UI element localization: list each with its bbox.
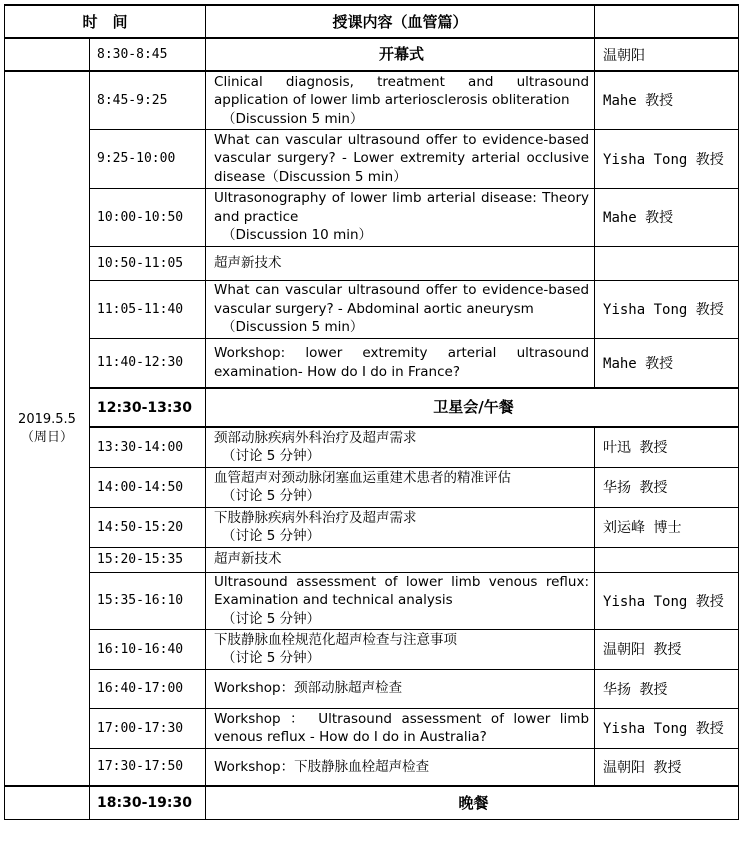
- opening-title: 开幕式: [206, 38, 595, 71]
- session-speaker: 温朝阳 教授: [595, 629, 739, 669]
- topic-note: （讨论 5 分钟）: [222, 610, 321, 627]
- topic-line: 超声新技术: [214, 254, 282, 271]
- header-speaker: [595, 5, 739, 38]
- session-speaker: 叶迅 教授: [595, 427, 739, 467]
- topic-note: （讨论 5 分钟）: [222, 488, 321, 504]
- session-row: [5, 708, 739, 748]
- session-topic: [206, 427, 595, 467]
- topic-note: （讨论 5 分钟）: [222, 448, 321, 465]
- session-speaker: Yisha Tong 教授: [595, 280, 739, 338]
- session-speaker: Mahe 教授: [595, 338, 739, 388]
- session-row: [5, 427, 739, 467]
- topic-note: （讨论 5 分钟）: [222, 528, 321, 544]
- topic-note: （Discussion 10 min）: [222, 227, 373, 244]
- session-time: 13:30-14:00: [90, 427, 206, 467]
- session-row: [5, 572, 739, 629]
- session-topic: [206, 507, 595, 547]
- session-time: 15:35-16:10: [90, 572, 206, 629]
- session-time: 8:45-9:25: [90, 71, 206, 129]
- session-speaker: 华扬 教授: [595, 669, 739, 708]
- session-time: 10:50-11:05: [90, 246, 206, 280]
- topic-line: Ultrasound assessment of lower limb venous reflux: Examination and technical analysis: [214, 573, 590, 609]
- session-row: [5, 71, 739, 129]
- session-topic: [206, 547, 595, 572]
- session-topic: [206, 467, 595, 507]
- schedule-body: [5, 5, 739, 819]
- session-time: 17:30-17:50: [90, 748, 206, 786]
- session-topic: [206, 188, 595, 246]
- session-time: 17:00-17:30: [90, 708, 206, 748]
- lunch-time: 12:30-13:30: [90, 388, 206, 427]
- session-topic: [206, 669, 595, 708]
- topic-line: [214, 487, 589, 506]
- session-row: [5, 507, 739, 547]
- dinner-time: 18:30-19:30: [90, 786, 206, 819]
- topic-line: 下肢静脉疾病外科治疗及超声需求: [214, 509, 417, 526]
- session-time: 14:50-15:20: [90, 507, 206, 547]
- session-topic: [206, 71, 595, 129]
- topic-line: [214, 527, 589, 546]
- session-row: [5, 280, 739, 338]
- session-row: [5, 188, 739, 246]
- session-time: 10:00-10:50: [90, 188, 206, 246]
- topic-line: 颈部动脉疾病外科治疗及超声需求: [214, 429, 417, 446]
- topic-line: [214, 447, 589, 466]
- topic-line: 下肢静脉血栓规范化超声检查与注意事项: [214, 631, 458, 648]
- session-speaker: Yisha Tong 教授: [595, 572, 739, 629]
- session-time: 9:25-10:00: [90, 129, 206, 188]
- session-row: [5, 669, 739, 708]
- date-text: 2019.5.5: [18, 411, 76, 427]
- session-time: 11:05-11:40: [90, 280, 206, 338]
- session-time: 15:20-15:35: [90, 547, 206, 572]
- session-speaker: Mahe 教授: [595, 71, 739, 129]
- date-lines: [5, 411, 89, 447]
- session-topic: [206, 572, 595, 629]
- opening-row: [5, 38, 739, 71]
- topic-line: [214, 649, 589, 668]
- session-speaker: Mahe 教授: [595, 188, 739, 246]
- session-time: 14:00-14:50: [90, 467, 206, 507]
- opening-date-cell: [5, 38, 90, 71]
- topic-line: Workshop: lower extremity arterial ultrasound examination- How do I do in France?: [214, 345, 590, 380]
- session-topic: [206, 280, 595, 338]
- topic-line: Workshop：下肢静脉血栓超声检查: [214, 758, 430, 775]
- session-speaker: 温朝阳 教授: [595, 748, 739, 786]
- session-time: 16:40-17:00: [90, 669, 206, 708]
- header-row: [5, 5, 739, 38]
- session-time: 16:10-16:40: [90, 629, 206, 669]
- topic-line: What can vascular ultrasound offer to evidence-based vascular surgery? - Abdominal aortic aneurysm: [214, 282, 590, 317]
- session-speaker: 华扬 教授: [595, 467, 739, 507]
- topic-line: 超声新技术: [214, 551, 282, 568]
- session-speaker: Yisha Tong 教授: [595, 129, 739, 188]
- topic-line: Workshop ： Ultrasound assessment of lower limb venous reflux - How do I do in Australia?: [214, 710, 590, 745]
- session-row: [5, 338, 739, 388]
- topic-note: （Discussion 5 min）: [222, 319, 364, 336]
- session-row: [5, 467, 739, 507]
- opening-time: 8:30-8:45: [90, 38, 206, 71]
- session-time: 11:40-12:30: [90, 338, 206, 388]
- dinner-row: [5, 786, 739, 819]
- topic-line: Workshop：颈部动脉超声检查: [214, 680, 403, 697]
- topic-note: （讨论 5 分钟）: [222, 650, 321, 666]
- topic-note: （Discussion 5 min）: [222, 110, 364, 127]
- date-cell: [5, 71, 90, 786]
- session-speaker: [595, 246, 739, 280]
- opening-speaker: 温朝阳: [595, 38, 739, 71]
- lunch-row: [5, 388, 739, 427]
- session-topic: [206, 629, 595, 669]
- topic-line: [214, 110, 589, 129]
- session-row: [5, 629, 739, 669]
- session-speaker: 刘运峰 博士: [595, 507, 739, 547]
- session-topic: [206, 129, 595, 188]
- session-row: [5, 129, 739, 188]
- topic-line: [214, 610, 589, 629]
- dinner-title: 晚餐: [206, 786, 739, 819]
- topic-line: Ultrasonography of lower limb arterial disease: Theory and practice: [214, 190, 590, 225]
- session-row: [5, 547, 739, 572]
- session-topic: [206, 246, 595, 280]
- weekday-text: （周日）: [20, 429, 73, 445]
- session-topic: [206, 748, 595, 786]
- schedule-table: [4, 4, 739, 820]
- session-speaker: [595, 547, 739, 572]
- dinner-date-cell: [5, 786, 90, 819]
- header-content: 授课内容（血管篇）: [206, 5, 595, 38]
- topic-line: [214, 226, 589, 245]
- session-row: [5, 748, 739, 786]
- topic-line: What can vascular ultrasound offer to evidence-based vascular surgery? - Lower extremity arterial occlusive disease（Discussion 5 min）: [214, 131, 590, 185]
- topic-line: Clinical diagnosis, treatment and ultrasound application of lower limb arteriosclerosis obliteration: [214, 73, 590, 108]
- session-speaker: Yisha Tong 教授: [595, 708, 739, 748]
- lunch-title: 卫星会/午餐: [206, 388, 739, 427]
- session-topic: [206, 338, 595, 388]
- session-row: [5, 246, 739, 280]
- session-topic: [206, 708, 595, 748]
- header-time: 时 间: [5, 5, 206, 38]
- topic-line: [214, 318, 589, 337]
- topic-line: 血管超声对颈动脉闭塞血运重建术患者的精准评估: [214, 469, 512, 486]
